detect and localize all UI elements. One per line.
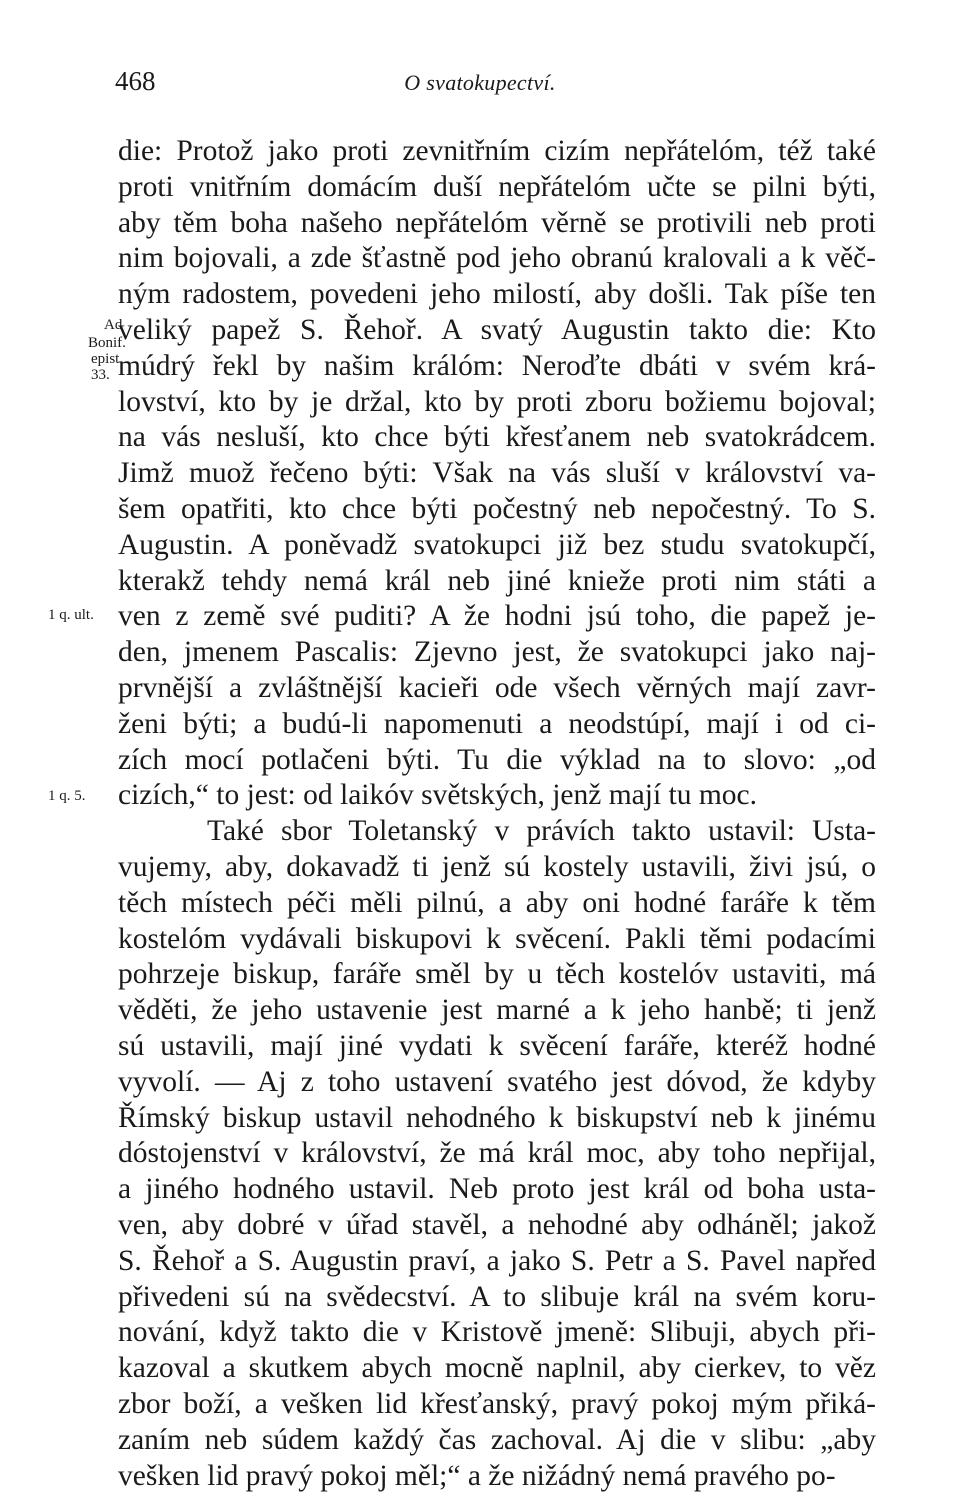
text-line: proti vnitřním domácím duší nepřátelóm učte se pilni býti, [118,170,876,203]
margin-note-33: 33. [91,367,110,383]
text-line: ným radostem, povedeni jeho milostí, aby došli. Tak píše ten [118,278,876,311]
text-line: pohrzeje biskup, faráře směl by u těch kostelóv ustaviti, má [118,958,876,991]
text-line: zích mocí potlačeni býti. Tu die výklad na to slovo: „od [118,743,876,776]
text-line: sú ustavili, mají jiné vydati k svěcení faráře, kteréž hodné [118,1030,876,1062]
text-line: kterakž tehdy nemá král neb jiné knieže proti nim státi a [118,564,876,597]
text-line: nování, když takto die v Kristově jmeně: Slibuji, abych při- [118,1316,876,1349]
text-line: věděti, že jeho ustavenie jest marné a k jeho hanbě; ti jenž [118,994,876,1027]
text-line: přivedeni sú na svědecství. A to slibuje král na svém koru- [118,1280,876,1313]
margin-note-1q-5: 1 q. 5. [48,788,86,804]
margin-note-bonif: Bonif. [88,335,126,351]
text-line: lovství, kto by je držal, kto by proti zboru božiemu bojoval; [118,385,876,418]
text-line: die: Protož jako proti zevnitřním cizím nepřátelóm, též také [118,135,876,167]
text-line: na vás nesluší, kto chce býti křesťanem neb svatokrádcem. [118,421,876,454]
text-line: ven z země své puditi? A že hodni jsú toho, die papež je- [118,600,876,633]
text-line: zaním neb súdem každý čas zachoval. Aj die v slibu: „aby [118,1423,876,1456]
text-line: vyvolí. — Aj z toho ustavení svatého jest dóvod, že kdyby [118,1065,876,1098]
text-line: zbor boží, a vešken lid křesťanský, pravý pokoj mým přiká- [118,1388,876,1420]
text-line: Římský biskup ustavil nehodného k biskupství neb k jinému [118,1101,876,1134]
running-title: O svatokupectví. [404,70,556,95]
text-line: aby těm boha našeho nepřátelóm věrně se protivili neb proti [118,206,876,239]
margin-note-1q-ult: 1 q. ult. [48,607,94,623]
text-line: múdrý řekl by našim králóm: Neroďte dbáti v svém krá- [118,349,876,382]
text-line: kazoval a skutkem abych mocně naplnil, aby cierkev, to věz [118,1352,876,1385]
text-line: Augustin. A poněvadž svatokupci již bez studu svatokupčí, [118,528,876,561]
text-line: ženi býti; a budú-li napomenuti a neodstúpí, mají i od ci- [118,707,876,740]
margin-note-epist: epist. [91,351,124,367]
text-line: veliký papež S. Řehoř. A svatý Augustin takto die: Kto [118,314,876,346]
text-line: kostelóm vydávali biskupovi k svěcení. Pakli těmi podacími [118,922,876,955]
text-line: a jiného hodného ustavil. Neb proto jest král od boha usta- [118,1173,876,1206]
text-line: cizích,“ to jest: od laikóv světských, jenž mají tu moc. [118,779,758,812]
text-line: dóstojenství v království, že má král moc, aby toho nepřijal, [118,1137,876,1170]
text-line: vešken lid pravý pokoj měl;“ a že nižádný nemá pravého po- [118,1459,836,1492]
text-line: S. Řehoř a S. Augustin praví, a jako S. Petr a S. Pavel napřed [118,1244,876,1277]
text-line: nim bojovali, a zde šťastně pod jeho obranú kralovali a k věč- [118,242,876,275]
page-number: 468 [115,66,156,96]
text-line: šem opatřiti, kto chce býti počestný neb nepočestný. To S. [118,493,876,525]
text-line: vujemy, aby, dokavadž ti jenž sú kostely ustavili, živi jsú, o [118,851,876,883]
margin-note-ad: Ad [104,317,123,333]
text-line: Také sbor Toletanský v právích takto ustavil: Usta- [207,815,876,848]
text-line: ven, aby dobré v úřad stavěl, a nehodné aby odháněl; jakož [118,1209,876,1241]
text-line: prvnější a zvláštnější kacieři ode všech věrných mají zavr- [118,672,876,704]
text-line: den, jmenem Pascalis: Zjevno jest, že svatokupci jako naj- [118,636,876,669]
text-line: Jimž muož řečeno býti: Však na vás sluší v království va- [118,457,876,490]
text-line: těch místech péči měli pilnú, a aby oni hodné faráře k těm [118,886,876,919]
